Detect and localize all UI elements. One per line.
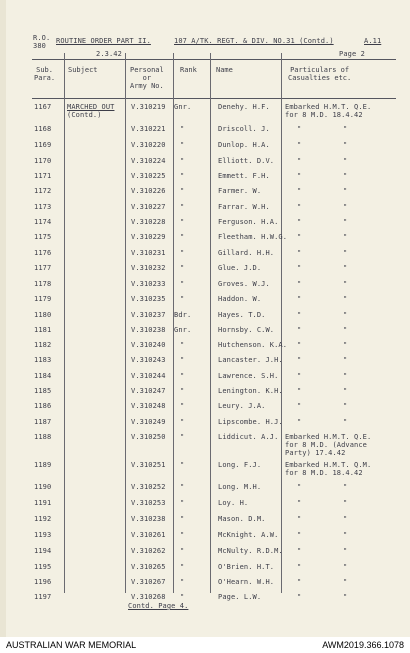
name-cell: McKnight. A.W. (218, 531, 279, 539)
archive-name: AUSTRALIAN WAR MEMORIAL (6, 640, 137, 650)
rank-cell: " (180, 341, 185, 349)
particulars-ditto: " (297, 233, 302, 241)
sub-para-number: 1191 (34, 499, 52, 507)
particulars-ditto: " (297, 372, 302, 380)
column-divider (64, 53, 65, 593)
particulars-ditto: " (343, 387, 348, 395)
particulars-ditto: " (297, 264, 302, 272)
sub-para-number: 1175 (34, 233, 52, 241)
sub-para-number: 1192 (34, 515, 52, 523)
particulars-ditto: " (343, 203, 348, 211)
rank-cell: " (180, 563, 185, 571)
sub-para-number: 1185 (34, 387, 52, 395)
sub-para-number: 1171 (34, 172, 52, 180)
name-cell: Glue. J.D. (218, 264, 262, 272)
particulars-ditto: " (343, 157, 348, 165)
name-cell: Ferguson. H.A. (218, 218, 279, 226)
rank-cell: " (180, 295, 185, 303)
name-cell: Dunlop. H.A. (218, 141, 270, 149)
army-number: V.310244 (131, 372, 166, 380)
particulars-ditto: " (343, 341, 348, 349)
name-cell: Leury. J.A. (218, 402, 266, 410)
army-number: V.310225 (131, 172, 166, 180)
army-number: V.310233 (131, 280, 166, 288)
particulars-ditto: " (343, 218, 348, 226)
sub-para-number: 1176 (34, 249, 52, 257)
army-number: V.310247 (131, 387, 166, 395)
sheet-number: A.11 (364, 37, 382, 45)
particulars-cell: Embarked H.M.T. Q.E. (285, 433, 372, 441)
particulars-cell: Embarked H.M.T. Q.M. (285, 461, 372, 469)
particulars-ditto: " (343, 372, 348, 380)
particulars-ditto: " (297, 483, 302, 491)
name-cell: O'Brien. H.T. (218, 563, 275, 571)
name-cell: Long. F.J. (218, 461, 262, 469)
particulars-ditto: " (297, 341, 302, 349)
name-cell: Lenington. K.H. (218, 387, 283, 395)
army-number: V.310221 (131, 125, 166, 133)
army-number: V.310268 (131, 593, 166, 601)
sub-para-number: 1193 (34, 531, 52, 539)
rank-cell: " (180, 433, 185, 441)
page-number: Page 2 (339, 50, 365, 58)
particulars-ditto: " (343, 295, 348, 303)
name-cell: Hayes. T.D. (218, 311, 266, 319)
particulars-ditto: " (343, 187, 348, 195)
rank-cell: " (180, 372, 185, 380)
rank-cell: " (180, 418, 185, 426)
rank-cell: " (180, 157, 185, 165)
name-cell: Groves. W.J. (218, 280, 270, 288)
rank-cell: " (180, 187, 185, 195)
army-number: V.310238 (131, 515, 166, 523)
name-cell: Denehy. H.F. (218, 103, 270, 111)
sub-para-number: 1180 (34, 311, 52, 319)
particulars-ditto: " (297, 515, 302, 523)
sub-para-number: 1167 (34, 103, 52, 111)
particulars-ditto: " (343, 356, 348, 364)
army-number: V.310227 (131, 203, 166, 211)
sub-para-number: 1173 (34, 203, 52, 211)
particulars-ditto: " (297, 547, 302, 555)
name-cell: Farrar. W.H. (218, 203, 270, 211)
particulars-ditto: " (297, 172, 302, 180)
particulars-ditto: " (297, 356, 302, 364)
army-number: V.310226 (131, 187, 166, 195)
particulars-ditto: " (343, 499, 348, 507)
sub-para-number: 1177 (34, 264, 52, 272)
army-number: V.310220 (131, 141, 166, 149)
column-divider (125, 53, 126, 593)
sub-para-number: 1188 (34, 433, 52, 441)
army-number: V.310240 (131, 341, 166, 349)
sub-para-number: 1194 (34, 547, 52, 555)
rank-cell: " (180, 531, 185, 539)
subject-cell-contd: (Contd.) (67, 111, 102, 119)
particulars-ditto: " (343, 563, 348, 571)
army-number: V.310262 (131, 547, 166, 555)
rank-cell: Bdr. (174, 311, 192, 319)
rank-cell: " (180, 125, 185, 133)
particulars-ditto: " (297, 402, 302, 410)
name-cell: Loy. H. (218, 499, 249, 507)
particulars-ditto: " (343, 402, 348, 410)
name-cell: Elliott. D.V. (218, 157, 275, 165)
column-header-subject: Subject (68, 66, 98, 74)
particulars-ditto: " (343, 515, 348, 523)
rank-cell: Gnr. (174, 103, 192, 111)
rank-cell: " (180, 141, 185, 149)
particulars-ditto: " (343, 233, 348, 241)
sub-para-number: 1190 (34, 483, 52, 491)
particulars-ditto: " (297, 563, 302, 571)
particulars-cell-line2: for 8 M.D. 18.4.42 (285, 469, 363, 477)
sub-para-number: 1187 (34, 418, 52, 426)
sub-para-number: 1174 (34, 218, 52, 226)
particulars-ditto: " (297, 531, 302, 539)
rank-cell: " (180, 483, 185, 491)
particulars-ditto: " (297, 311, 302, 319)
particulars-ditto: " (343, 326, 348, 334)
army-number: V.310219 (131, 103, 166, 111)
army-number: V.310267 (131, 578, 166, 586)
name-cell: Farmer. W. (218, 187, 262, 195)
particulars-cell-line2: for 8 M.D. (Advance (285, 441, 367, 449)
column-header-rank: Rank (180, 66, 197, 74)
army-number: V.310250 (131, 433, 166, 441)
army-number: V.310224 (131, 157, 166, 165)
name-cell: Lipscombe. H.J. (218, 418, 283, 426)
sub-para-number: 1189 (34, 461, 52, 469)
ro-label: R.O. (33, 34, 51, 42)
rank-cell: " (180, 499, 185, 507)
subject-cell: MARCHED OUT (67, 103, 115, 111)
particulars-ditto: " (297, 418, 302, 426)
army-number: V.310231 (131, 249, 166, 257)
army-number: V.310228 (131, 218, 166, 226)
army-number: V.310252 (131, 483, 166, 491)
name-cell: Emmett. F.H. (218, 172, 270, 180)
sub-para-number: 1186 (34, 402, 52, 410)
sub-para-number: 1169 (34, 141, 52, 149)
archive-reference: AWM2019.366.1078 (322, 640, 404, 650)
rank-cell: " (180, 249, 185, 257)
name-cell: Long. M.H. (218, 483, 262, 491)
continued-note: Contd. Page 4. (128, 602, 189, 610)
rank-cell: " (180, 578, 185, 586)
particulars-ditto: " (297, 280, 302, 288)
sub-para-number: 1183 (34, 356, 52, 364)
column-header-army-no: Personal or Army No. (130, 66, 164, 90)
column-divider (281, 53, 282, 593)
rank-cell: " (180, 233, 185, 241)
army-number: V.310237 (131, 311, 166, 319)
army-number: V.310249 (131, 418, 166, 426)
particulars-ditto: " (343, 418, 348, 426)
name-cell: Fleetham. H.W.G. (218, 233, 288, 241)
page-edge (0, 0, 6, 637)
army-number: V.310232 (131, 264, 166, 272)
particulars-ditto: " (343, 141, 348, 149)
particulars-ditto: " (343, 172, 348, 180)
particulars-ditto: " (297, 593, 302, 601)
army-number: V.310253 (131, 499, 166, 507)
header-rule-bottom (32, 98, 396, 99)
particulars-ditto: " (297, 249, 302, 257)
rank-cell: " (180, 172, 185, 180)
sub-para-number: 1195 (34, 563, 52, 571)
sub-para-number: 1178 (34, 280, 52, 288)
particulars-ditto: " (297, 326, 302, 334)
order-date: 2.3.42 (96, 50, 122, 58)
particulars-ditto: " (297, 187, 302, 195)
particulars-ditto: " (297, 218, 302, 226)
particulars-ditto: " (297, 157, 302, 165)
header-rule-top (32, 59, 396, 60)
rank-cell: " (180, 218, 185, 226)
particulars-ditto: " (343, 264, 348, 272)
particulars-ditto: " (297, 141, 302, 149)
sub-para-number: 1181 (34, 326, 52, 334)
particulars-cell-line3: Party) 17.4.42 (285, 449, 346, 457)
column-divider (210, 53, 211, 593)
particulars-ditto: " (297, 203, 302, 211)
particulars-ditto: " (343, 483, 348, 491)
particulars-ditto: " (343, 280, 348, 288)
name-cell: McNulty. R.D.M. (218, 547, 283, 555)
column-header-sub-para: Sub. Para. (34, 66, 56, 82)
column-divider (173, 53, 174, 593)
column-header-name: Name (216, 66, 233, 74)
particulars-ditto: " (343, 311, 348, 319)
rank-cell: " (180, 461, 185, 469)
name-cell: O'Hearn. W.H. (218, 578, 275, 586)
particulars-ditto: " (343, 547, 348, 555)
army-number: V.310251 (131, 461, 166, 469)
name-cell: Hutchenson. K.A. (218, 341, 288, 349)
name-cell: Gillard. H.H. (218, 249, 275, 257)
army-number: V.310229 (131, 233, 166, 241)
sub-para-number: 1182 (34, 341, 52, 349)
document-title: ROUTINE ORDER PART II. (56, 37, 151, 45)
particulars-ditto: " (343, 531, 348, 539)
rank-cell: " (180, 547, 185, 555)
particulars-ditto: " (297, 578, 302, 586)
particulars-ditto: " (343, 593, 348, 601)
rank-cell: " (180, 593, 185, 601)
particulars-cell: Embarked H.M.T. Q.E. (285, 103, 372, 111)
name-cell: Lawrence. S.H. (218, 372, 279, 380)
army-number: V.310238 (131, 326, 166, 334)
rank-cell: " (180, 264, 185, 272)
particulars-cell-line2: for 8 M.D. 18.4.42 (285, 111, 363, 119)
sub-para-number: 1179 (34, 295, 52, 303)
sub-para-number: 1197 (34, 593, 52, 601)
name-cell: Hornsby. C.W. (218, 326, 275, 334)
name-cell: Driscoll. J. (218, 125, 270, 133)
particulars-ditto: " (297, 125, 302, 133)
rank-cell: " (180, 387, 185, 395)
sub-para-number: 1172 (34, 187, 52, 195)
particulars-ditto: " (343, 578, 348, 586)
sub-para-number: 1184 (34, 372, 52, 380)
rank-cell: " (180, 515, 185, 523)
name-cell: Liddicut. A.J. (218, 433, 279, 441)
particulars-ditto: " (297, 387, 302, 395)
sub-para-number: 1196 (34, 578, 52, 586)
unit-name: 107 A/TK. REGT. & DIV. NO.31 (Contd.) (174, 37, 334, 45)
army-number: V.310248 (131, 402, 166, 410)
name-cell: Page. L.W. (218, 593, 262, 601)
sub-para-number: 1170 (34, 157, 52, 165)
sub-para-number: 1168 (34, 125, 52, 133)
particulars-ditto: " (297, 499, 302, 507)
rank-cell: " (180, 280, 185, 288)
army-number: V.310235 (131, 295, 166, 303)
name-cell: Mason. D.M. (218, 515, 266, 523)
army-number: V.310265 (131, 563, 166, 571)
ro-number: 380 (33, 42, 46, 50)
name-cell: Lancaster. J.H. (218, 356, 283, 364)
particulars-ditto: " (343, 125, 348, 133)
archive-footer (0, 637, 410, 653)
rank-cell: " (180, 356, 185, 364)
particulars-ditto: " (343, 249, 348, 257)
army-number: V.310261 (131, 531, 166, 539)
name-cell: Haddon. W. (218, 295, 262, 303)
rank-cell: " (180, 203, 185, 211)
army-number: V.310243 (131, 356, 166, 364)
rank-cell: " (180, 402, 185, 410)
column-header-particulars: Particulars of Casualties etc. (288, 66, 352, 82)
rank-cell: Gnr. (174, 326, 192, 334)
particulars-ditto: " (297, 295, 302, 303)
